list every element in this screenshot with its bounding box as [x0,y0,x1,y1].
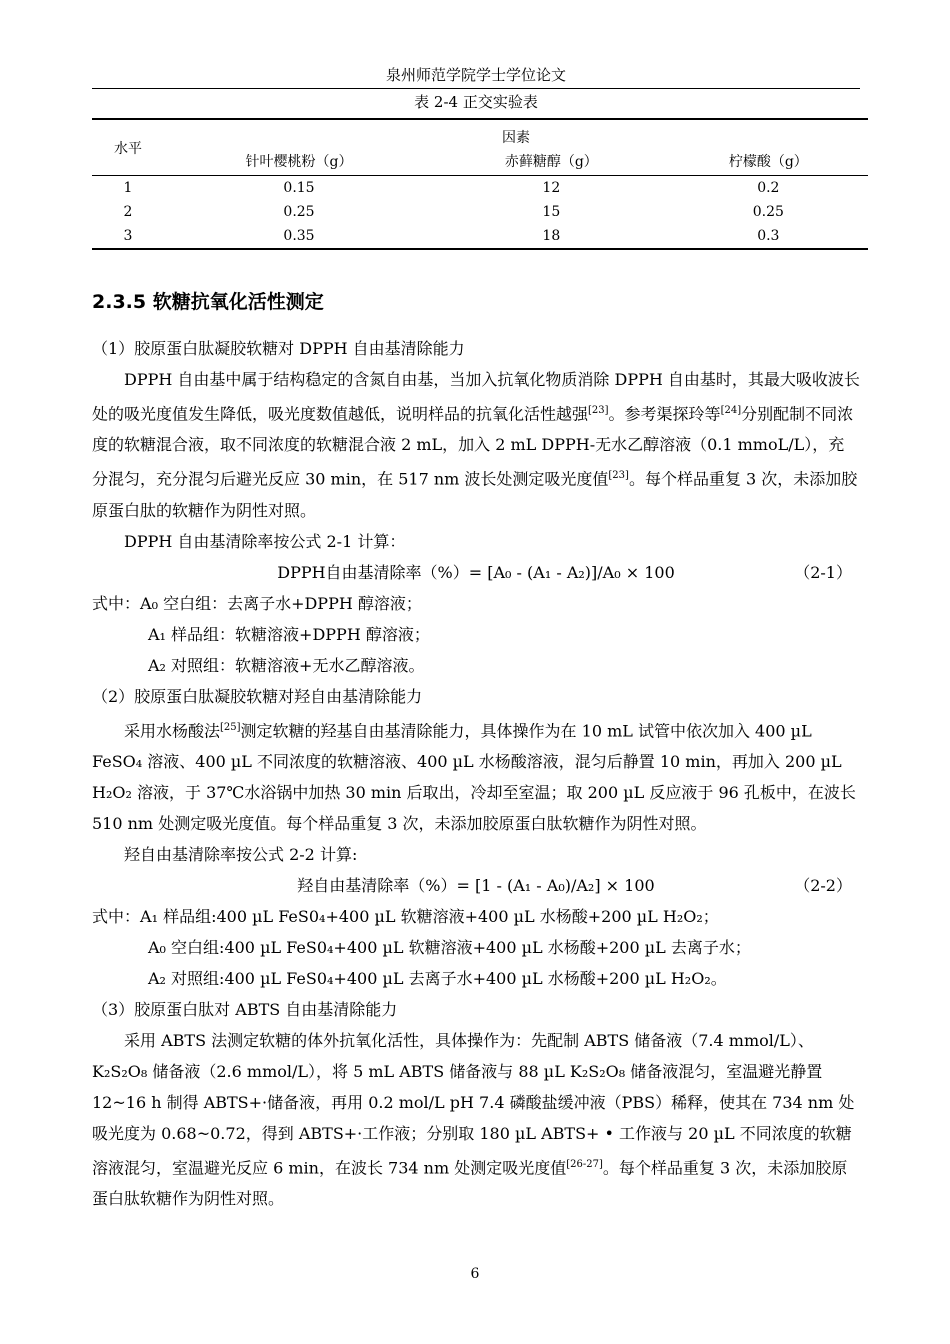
citation: [26-27] [566,1158,603,1170]
paragraph-text: 采用水杨酸法 [124,720,221,740]
table-row [92,176,868,201]
definition-line: A₂ 对照组：软糖溶液+无水乙醇溶液。 [148,655,425,675]
definition-line: A₂ 对照组:400 µL FeS0₄+400 µL 去离子水+400 µL 水杨酸+200 µL H₂O₂。 [148,968,727,988]
table-cell: 15 [542,204,561,220]
table-cell: 0.25 [283,204,315,220]
header-title: 泉州师范学院学士学位论文 [385,66,566,84]
orthogonal-table [92,118,868,250]
definition-line: A₀ 空白组:400 µL FeS0₄+400 µL 软糖溶液+400 µL 水杨酸+200 µL 去离子水； [148,937,751,957]
definition-line [92,901,860,932]
table-cell: 18 [434,224,669,249]
paragraph-text: 分别配制不同浓度的软糖混合液，取不同浓度的软糖混合液 2 mL，加入 2 mL DPPH-无水乙醇溶液（0.1 mmoL/L），充分混匀，充分混匀后避光反应 30 min，在 517 nm 波长处测定吸光度值 [92,404,854,489]
definition-prefix: 式中： [92,906,141,926]
paragraph-text: 。每个样品重复 3 次，未添加胶原蛋白肽软糖作为阴性对照。 [92,1158,848,1209]
table-cell: 3 [92,224,164,249]
table-cell: 0.3 [669,224,868,249]
table-cell: 1 [123,180,133,196]
table-row [92,224,868,249]
table-cell: 0.2 [757,180,780,196]
abts-title: （3）胶原蛋白肽对 ABTS 自由基清除能力 [92,999,398,1019]
table-cell: 2 [123,204,133,220]
section-content [92,283,860,1214]
table [92,118,868,250]
table-row [92,200,868,224]
citation: [23] [588,405,609,416]
formula-number: （2-1） [794,562,852,582]
hydroxyl-paragraph [92,712,860,839]
abts-paragraph [92,1025,860,1214]
paragraph-text: 。参考渠探玲等 [608,404,721,424]
formula-text: DPPH自由基清除率（%）= [A₀ - (A₁ - A₂)]/A₀ × 100 [277,562,675,582]
table-cell: 0.15 [283,180,315,196]
citation: [24] [720,405,742,416]
citation: [25] [220,721,241,733]
dpph-paragraph [92,364,860,526]
table-cell: 0.35 [164,224,434,249]
definition-text: A₀ 空白组：去离子水+DPPH 醇溶液； [140,593,422,613]
table-caption: 表 2-4 正交实验表 [414,93,538,111]
definition-text: A₁ 样品组:400 µL FeS0₄+400 µL 软糖溶液+400 µL 水杨酸+200 µL H₂O₂； [140,906,719,926]
dpph-title: （1）胶原蛋白肽凝胶软糖对 DPPH 自由基清除能力 [92,339,465,358]
hydroxyl-title: （2）胶原蛋白肽凝胶软糖对羟自由基清除能力 [92,686,423,706]
table-cell: 12 [542,180,561,196]
definition-line: A₁ 样品组：软糖溶液+DPPH 醇溶液； [148,624,430,644]
paragraph-text: 采用 ABTS 法测定软糖的体外抗氧化活性，具体操作为：先配制 ABTS 储备液（7.4 mmol/L）、K₂S₂O₈ 储备液（2.6 mmol/L），将 5 mL ABTS 储备液与 88 µL K₂S₂O₈ 储备液混匀，室温避光静置 12~16 h 制得 ABTS+·储备液，再用 0.2 mol/L pH 7.4 磷酸盐缓冲液（PBS）稀释，使其在 734 nm 处吸光度为 0.68~0.72，得到 ABTS+·工作液；分别取 180 µL ABTS+ • 工作液与 20 µL 不同浓度的软糖溶液混匀，室温避光反应 6 min，在波长 734 nm 处测定吸光度值 [92,1030,855,1178]
formula-number: （2-2） [794,875,852,895]
column-header: 针叶樱桃粉（g） [164,147,434,176]
paragraph-text: 测定软糖的羟基自由基清除能力，具体操作为在 10 mL 试管中依次加入 400 µL FeSO₄ 溶液、400 µL 不同浓度的软糖溶液、400 µL 水杨酸溶液，混匀后静置 10 min，再加入 200 µL H₂O₂ 溶液，于 37℃水浴锅中加热 30 min 后取出，冷却至室温；取 200 µL 反应液于 96 孔板中，在波长 510 nm 处测定吸光度值。每个样品重复 3 次，未添加胶原蛋白肽软糖作为阴性对照。 [92,720,856,833]
table-cell: 0.25 [752,204,784,220]
definition-prefix: 式中： [92,593,141,613]
formula-2-1 [92,557,860,588]
hydroxyl-calc-intro: 羟自由基清除率按公式 2-2 计算: [124,844,358,864]
section-heading: 2.3.5 软糖抗氧化活性测定 [92,291,324,313]
paragraph-text: DPPH 自由基中属于结构稳定的含氮自由基，当加入抗氧化物质消除 DPPH 自由基时，其最大吸收波长处的吸光度值发生降低，吸光度数值越低，说明样品的抗氧化活性越强 [92,370,860,424]
dpph-calc-intro: DPPH 自由基清除率按公式 2-1 计算： [124,531,406,551]
column-header: 柠檬酸（g） [669,147,868,176]
page-number: 6 [470,1266,480,1282]
formula-2-2 [92,870,860,901]
table-header-row [92,147,868,176]
citation: [23] [608,470,629,482]
definition-line [92,588,860,619]
level-header: 水平 [92,119,164,176]
running-header [92,64,860,89]
table-factor-row [92,119,868,147]
formula-text: 羟自由基清除率（%）= [1 - (A₁ - A₀)/A₂] × 100 [297,875,655,895]
factor-header: 因素 [164,119,868,147]
column-header: 赤藓糖醇（g） [434,147,669,176]
paragraph-text: 。每个样品重复 3 次，未添加胶原蛋白肽的软糖作为阴性对照。 [92,469,858,520]
